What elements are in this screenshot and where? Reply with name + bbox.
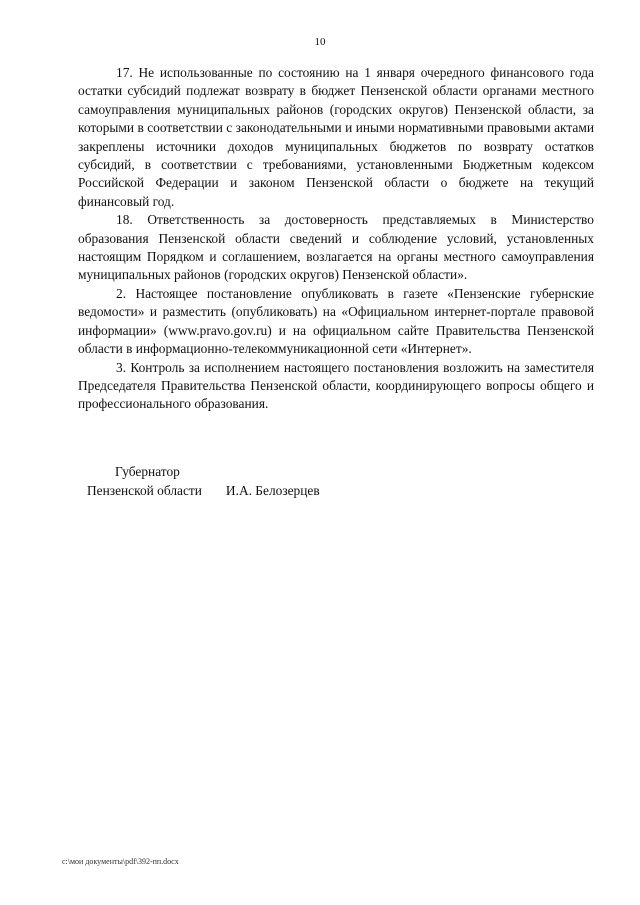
page-number: 10: [314, 36, 326, 48]
paragraph-control: 3. Контроль за исполнением настоящего постановления возложить на заместителя Председателя Правительства Пензенской области, координирующего вопросы общего и профессионального образования.: [78, 359, 594, 412]
paragraph-publication: 2. Настоящее постановление опубликовать в газете «Пензенские губернские ведомости» и разместить (опубликовать) на «Официальном интернет-портале правовой информации» (www.pravo.gov.ru) и на официальном сайте Правительства Пензенской области в информационно-телекоммуникационной сети «Интернет».: [78, 285, 594, 357]
paragraph-18: 18. Ответственность за достоверность представляемых в Министерство образования Пензенской области сведений и соблюдение условий, установленных настоящим Порядком и соглашением, возлагается на органы местного самоуправления муниципальных районов (городских округов) Пензенской области».: [78, 212, 594, 283]
footer-file-path: c:\мои документы\pdf\392-пп.docx: [62, 857, 179, 866]
signatory-name: И.А. Белозерцев: [225, 483, 320, 498]
document-body: [78, 64, 594, 414]
signature-block: [87, 462, 320, 500]
signatory-region: Пензенской области: [87, 483, 202, 498]
signatory-title: Губернатор: [115, 464, 180, 479]
paragraph-17: 17. Не использованные по состоянию на 1 января очередного финансового года остатки субсидий подлежат возврату в бюджет Пензенской области органами местного самоуправления муниципальных районов (городских округов) Пензенской области, за которыми в соответствии с законодательными и иными нормативными правовыми актами закреплены источники доходов муниципальных бюджетов по возврату остатков субсидий, в соответствии с требованиями, установленными Бюджетным кодексом Российской Федерации и законом Пензенской области о бюджете на текущий финансовый год.: [78, 65, 594, 209]
signatory-row: [87, 481, 320, 500]
